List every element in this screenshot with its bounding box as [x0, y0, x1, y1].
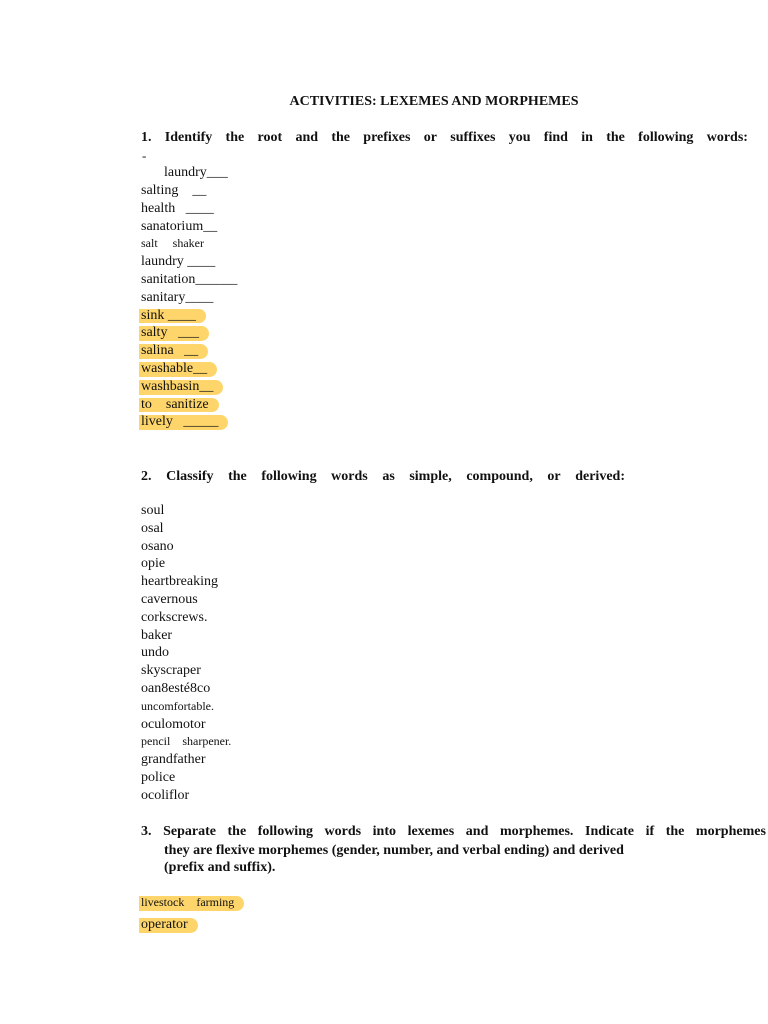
heading-word: the [331, 130, 350, 145]
word: osal [141, 520, 164, 536]
word: corkscrews. [141, 609, 208, 625]
heading-word: lexemes [407, 824, 455, 839]
heading-word: compound, [466, 469, 533, 484]
highlighted-word: salty ___ [141, 325, 199, 341]
list-item [141, 609, 231, 627]
list-item [141, 396, 237, 414]
word: laundry ____ [141, 254, 216, 270]
list-item [141, 733, 231, 751]
heading-word: morphemes. [499, 824, 574, 839]
list-item [141, 200, 237, 218]
word: salt shaker [141, 236, 204, 251]
list-item [141, 538, 231, 556]
list-item [141, 916, 234, 934]
word: oculomotor [141, 716, 206, 732]
heading-word: 1. [141, 130, 152, 145]
list-item [141, 502, 231, 520]
word: heartbreaking [141, 574, 218, 590]
list-item [141, 235, 237, 253]
list-item [141, 289, 237, 307]
list-item [141, 680, 231, 698]
word: sanatorium__ [141, 218, 218, 234]
heading-word: following [261, 469, 317, 484]
word: ocoliflor [141, 787, 190, 803]
question-1-dash: - [142, 148, 147, 163]
list-item [141, 698, 231, 716]
highlighted-word: washbasin__ [141, 378, 214, 394]
word: cavernous [141, 591, 198, 607]
word: salting __ [141, 183, 207, 198]
heading-word: 2. [141, 469, 152, 484]
heading-word: into [372, 824, 397, 839]
list-item: laundry___ [164, 165, 228, 180]
list-item [141, 342, 237, 360]
list-item [141, 662, 231, 680]
heading-word: Indicate [585, 824, 634, 839]
question-3-line-2: they are flexive morphemes (gender, number, and verbal ending) and derived [164, 843, 624, 858]
heading-word: Identify [164, 130, 213, 145]
list-item [141, 360, 237, 378]
word: sanitation______ [141, 271, 238, 287]
heading-word: you [508, 130, 531, 145]
heading-word: find [543, 130, 568, 145]
list-item [141, 413, 237, 431]
list-item [141, 894, 234, 912]
heading-word: derived: [575, 469, 625, 484]
question-3-line-3: (prefix and suffix). [164, 860, 276, 875]
question-3-word-list [141, 894, 234, 934]
word: opie [141, 556, 166, 572]
list-item [141, 324, 237, 342]
list-item [141, 716, 231, 734]
question-1-heading [141, 130, 748, 146]
list-item [141, 787, 231, 805]
heading-word: the [665, 824, 685, 839]
word: oan8esté8co [141, 680, 211, 696]
list-item [141, 378, 237, 396]
word: undo [141, 645, 169, 661]
heading-word: words [331, 469, 368, 484]
heading-word: simple, [409, 469, 452, 484]
question-2-word-list [141, 502, 231, 805]
list-item [141, 253, 237, 271]
list-item [141, 769, 231, 787]
heading-word: as [382, 469, 395, 484]
word: osano [141, 538, 174, 554]
heading-word: prefixes [363, 130, 411, 145]
heading-word: following [257, 824, 313, 839]
list-item [141, 271, 237, 289]
page-title: ACTIVITIES: LEXEMES AND MORPHEMES [289, 94, 579, 109]
question-1-first-item [164, 164, 228, 182]
list-item [141, 644, 231, 662]
list-item [141, 591, 231, 609]
heading-word: the [228, 469, 247, 484]
highlighted-word: livestock farming [141, 894, 234, 912]
list-item [141, 573, 231, 591]
heading-word: the [606, 130, 625, 145]
highlighted-word: sink ____ [141, 307, 196, 323]
list-item [141, 520, 231, 538]
word: skyscraper [141, 663, 201, 679]
question-1-word-list [141, 182, 237, 431]
heading-word: or [423, 130, 437, 145]
list-item [141, 555, 231, 573]
heading-word: following [638, 130, 694, 145]
highlighted-word: to sanitize [141, 396, 209, 412]
highlighted-word: salina __ [141, 343, 199, 359]
word: soul [141, 503, 165, 518]
heading-word: morphemes [695, 824, 766, 839]
heading-word: or [547, 469, 561, 484]
question-2-heading [141, 469, 625, 485]
word: pencil sharpener. [141, 734, 232, 749]
heading-word: the [227, 824, 247, 839]
highlighted-word: washable__ [141, 360, 208, 376]
heading-word: Separate [163, 824, 216, 839]
list-item [141, 627, 231, 645]
heading-word: suffixes [450, 130, 496, 145]
question-3-heading [141, 824, 766, 840]
heading-word: 3. [141, 824, 152, 839]
heading-word: words: [706, 130, 748, 145]
word: health ____ [141, 200, 214, 216]
heading-word: the [225, 130, 245, 145]
heading-word: if [645, 824, 655, 839]
highlighted-word: lively _____ [141, 414, 219, 430]
list-item [141, 182, 237, 200]
list-item [141, 307, 237, 325]
word: police [141, 769, 176, 785]
word: grandfather [141, 752, 206, 768]
heading-word: and [295, 130, 319, 145]
word: sanitary____ [141, 289, 214, 305]
list-item [141, 218, 237, 236]
word: baker [141, 627, 173, 643]
heading-word: Classify [166, 469, 214, 484]
heading-word: words [324, 824, 362, 839]
heading-word: and [465, 824, 489, 839]
heading-word: root [257, 130, 283, 145]
highlighted-word: operator [141, 916, 188, 932]
heading-word: in [581, 130, 593, 145]
word: uncomfortable. [141, 698, 214, 713]
list-item [141, 751, 231, 769]
